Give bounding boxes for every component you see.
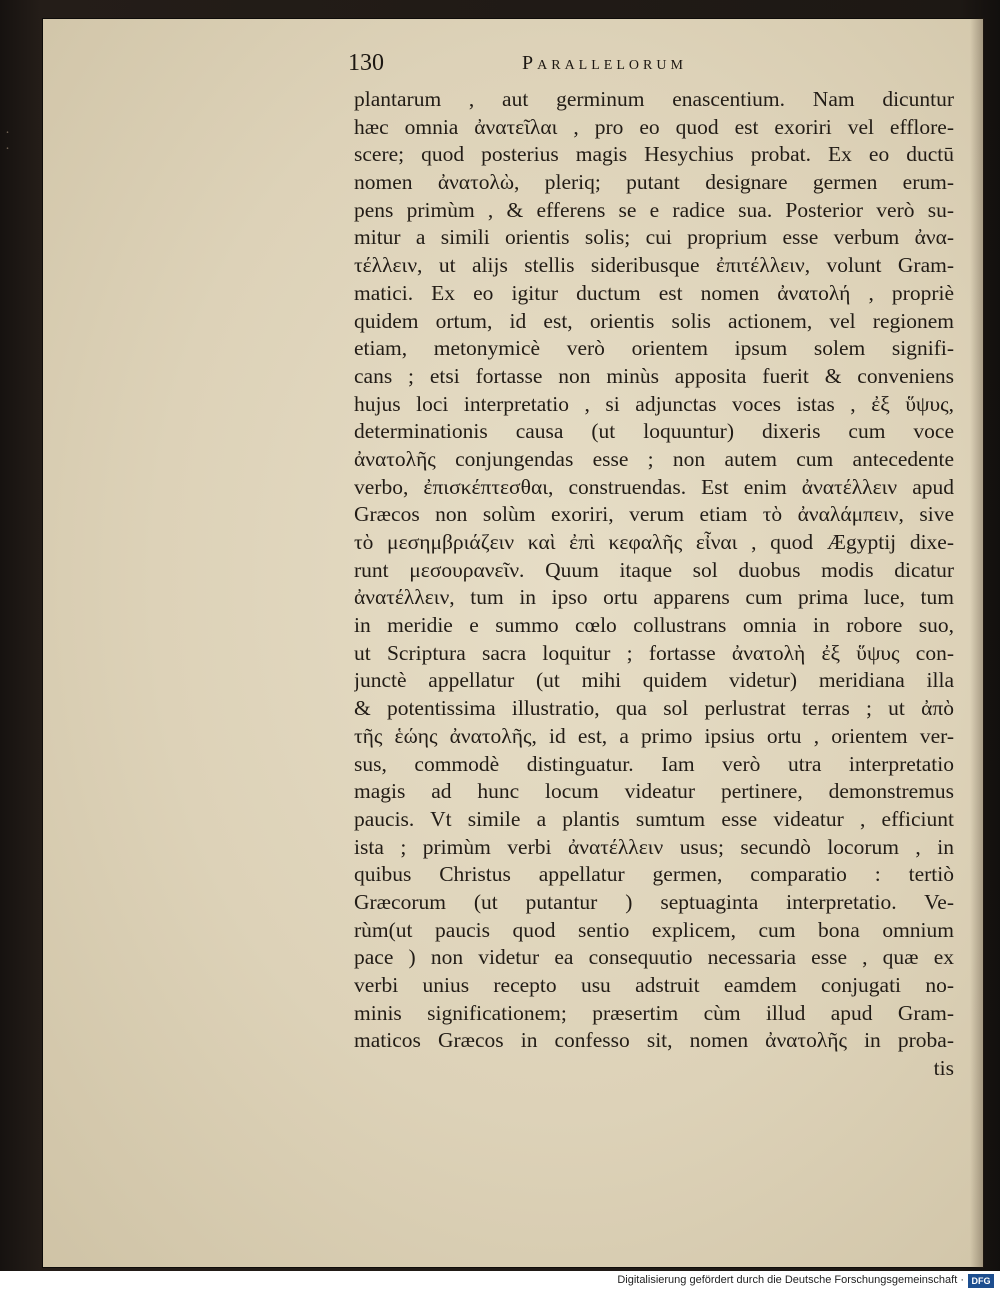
text-line: sus, commodè distinguatur. Iam verò utra interpretatio [354,751,954,776]
text-line: mitur a simili orientis solis; cui proprium esse verbum ἀνα- [354,225,954,250]
text-line: quibus Christus appellatur germen, comparatio : tertiò [354,862,954,887]
funding-notice: Digitalisierung gefördert durch die Deutsche Forschungsgemeinschaft · [617,1274,964,1286]
book-page [42,18,984,1268]
page-edge-shadow [970,18,984,1268]
text-line: rùm(ut paucis quod sentio explicem, cum bona omnium [354,917,954,942]
text-line: Græcorum (ut putantur ) septuaginta interpretatio. Ve- [354,889,954,914]
text-line: runt μεσουρανεῖν. Quum itaque sol duobus modis dicatur [354,557,954,582]
text-line: Græcos non solùm exoriri, verum etiam τὸ ἀναλάμπειν, sive [354,502,954,527]
text-line: etiam, metonymicè verò orientem ipsum solem signifi- [354,336,954,361]
dfg-logo-icon: DFG [968,1274,994,1288]
page-number: 130 [348,50,384,76]
running-head: Parallelorum [522,52,687,74]
text-line: plantarum , aut germinum enascentium. Nam dicuntur [354,87,954,111]
text-line: maticos Græcos in confesso sit, nomen ἀνατολῆς in proba- [354,1028,954,1053]
text-line: verbo, ἐπισκέπτεσθαι, construendas. Est enim ἀνατέλλειν apud [354,474,954,499]
text-line: hujus loci interpretatio , si adjunctas voces istas , ἐξ ὕψυς, [354,391,954,416]
text-line: ut Scriptura sacra loquitur ; fortasse ἀνατολὴ ἐξ ὕψυς con- [354,640,954,665]
text-line: τέλλειν, ut alijs stellis sideribusque ἐπιτέλλειν, volunt Gram- [354,253,954,278]
binding-marks: ˙ ˙ [4,130,17,162]
text-line: ἀνατέλλειν, tum in ipso ortu apparens cum prima luce, tum [354,585,954,610]
text-line: ista ; primùm verbi ἀνατέλλειν usus; secundò locorum , in [354,834,954,859]
text-line: hæc omnia ἀνατεῖλαι , pro eo quod est exoriri vel efflore- [354,114,954,139]
body-text [354,86,954,1102]
text-line: cans ; etsi fortasse non minùs apposita fuerit & conveniens [354,363,954,388]
text-line: quidem ortum, id est, orientis solis actionem, vel regionem [354,308,954,333]
catchword: tis [933,1056,954,1081]
digitization-footer [0,1271,1000,1291]
text-line: determinationis causa (ut loquuntur) dixeris cum voce [354,419,954,444]
text-line: & potentissima illustratio, qua sol perlustrat terras ; ut ἀπὸ [354,696,954,721]
text-line: τὸ μεσημβριάζειν καὶ ἐπὶ κεφαλῆς εἶναι , quod Ægyptij dixe- [354,530,954,554]
text-line: τῆς ἑώης ἀνατολῆς, id est, a primo ipsius ortu , orientem ver- [354,723,954,748]
text-line: junctè appellatur (ut mihi quidem videtur) meridiana illa [354,668,954,693]
text-line: scere; quod posterius magis Hesychius probat. Ex eo ductū [354,142,954,167]
text-line: in meridie e summo cœlo collustrans omnia in robore suo, [354,613,954,638]
text-line: paucis. Vt simile a plantis sumtum esse videatur , efficiunt [354,806,954,831]
text-line: magis ad hunc locum videatur pertinere, demonstremus [354,779,954,804]
text-line: ἀνατολῆς conjungendas esse ; non autem cum antecedente [354,446,954,471]
text-line: nomen ἀνατολὼ, pleriq; putant designare germen erum- [354,170,954,195]
text-line: pace ) non videtur ea consequutio necessaria esse , quæ ex [354,945,954,970]
text-line: matici. Ex eo igitur ductum est nomen ἀνατολή , propriè [354,280,954,305]
text-line: pens primùm , & efferens se e radice sua. Posterior verò su- [354,197,954,222]
text-line: minis significationem; præsertim cùm illud apud Gram- [354,1000,954,1025]
text-line: verbi unius recepto usu adstruit eamdem conjugati no- [354,973,954,997]
